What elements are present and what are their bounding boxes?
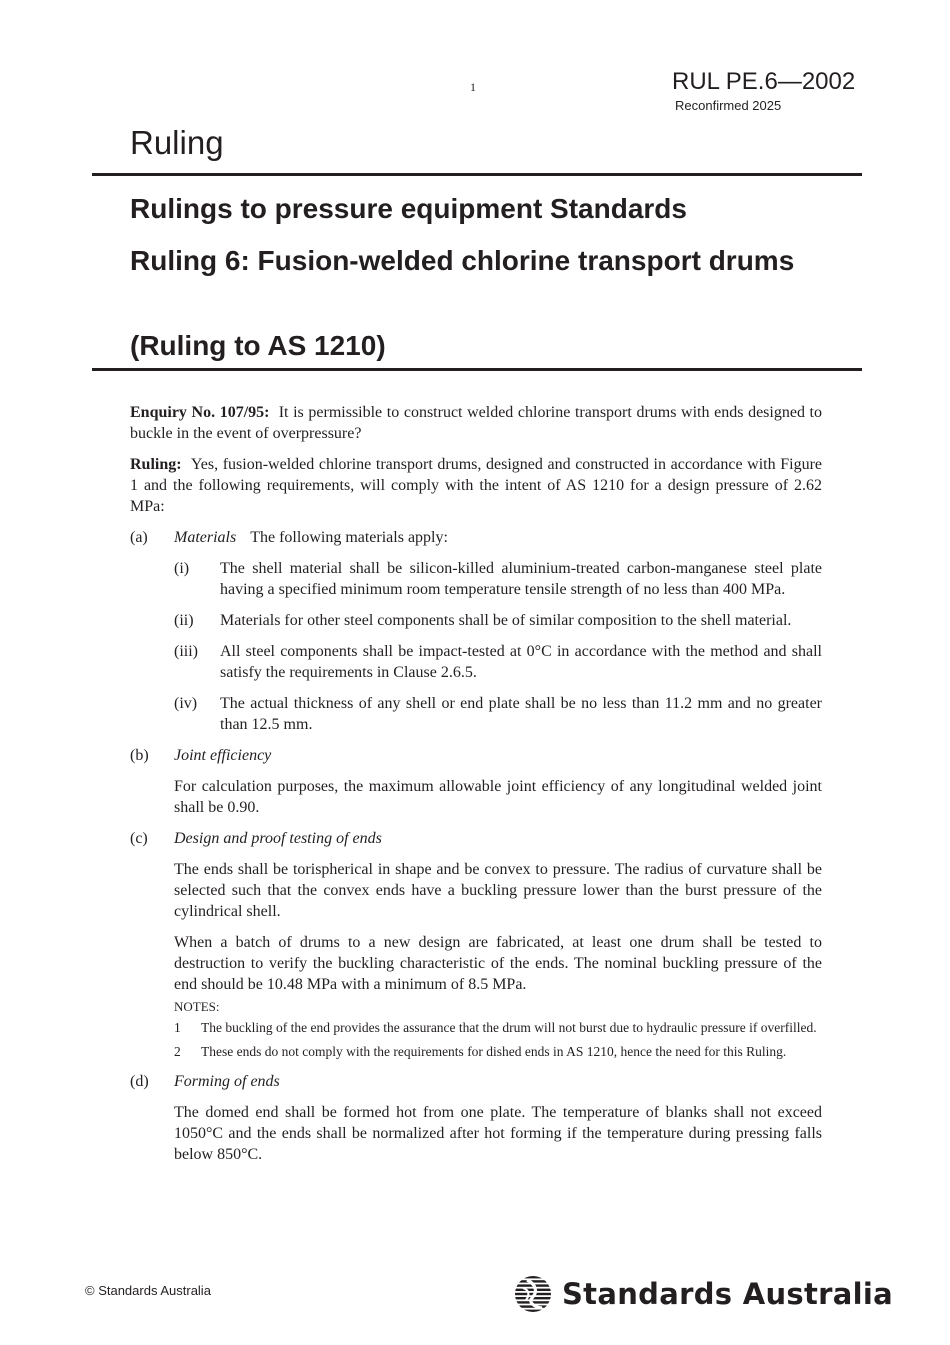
item-d-marker: (d) <box>130 1073 149 1090</box>
note-1-marker: 1 <box>174 1020 181 1035</box>
sub-iii-text: All steel components shall be impact-tested at 0°C in accordance with the method and shall satisfy the requirements in Clause 2.6.5. <box>220 643 822 681</box>
reconfirmed-note: Reconfirmed 2025 <box>675 98 782 113</box>
document-type-heading: Ruling <box>130 124 224 161</box>
item-d <box>130 1071 822 1092</box>
ruling-paragraph <box>130 454 822 517</box>
item-b-heading: Joint efficiency <box>174 747 272 764</box>
sub-ii-text: Materials for other steel components shall be of similar composition to the shell material. <box>220 612 792 629</box>
item-c <box>130 828 822 849</box>
sub-i-text: The shell material shall be silicon-killed aluminium-treated carbon-manganese steel plate having a specified minimum room temperature tensile strength of no less than 400 MPa. <box>220 560 822 598</box>
sub-iii-marker: (iii) <box>174 643 198 660</box>
bottom-divider <box>92 368 862 371</box>
item-a-heading: Materials <box>174 529 237 546</box>
item-c-para1: The ends shall be torispherical in shape and be convex to pressure. The radius of curvature shall be selected such that the convex ends have a buckling pressure lower than the burst pressure of the cylindrical shell. <box>174 861 822 920</box>
enquiry-text: It is permissible to construct welded chlorine transport drums with ends designed to buckle in the event of overpressure? <box>130 404 822 442</box>
item-a-marker: (a) <box>130 529 148 546</box>
note-1 <box>130 1018 822 1037</box>
page-number: 1 <box>470 80 476 94</box>
item-c-para2: When a batch of drums to a new design are fabricated, at least one drum shall be tested to destruction to verify the buckling characteristic of the ends. The nominal buckling pressure of the end should be 10.48 MPa with a minimum of 8.5 MPa. <box>174 934 822 993</box>
item-b-text: For calculation purposes, the maximum allowable joint efficiency of any longitudinal welded joint shall be 0.90. <box>174 778 822 816</box>
note-2-text: These ends do not comply with the requirements for dished ends in AS 1210, hence the need for this Ruling. <box>201 1044 787 1059</box>
footer-copyright: © Standards Australia <box>85 1283 211 1298</box>
enquiry-paragraph <box>130 402 822 444</box>
note-2-marker: 2 <box>174 1044 181 1059</box>
top-divider <box>92 173 862 176</box>
main-title: Rulings to pressure equipment Standards <box>130 193 687 224</box>
item-a <box>130 527 822 548</box>
ruling-title: Ruling 6: Fusion-welded chlorine transport drums <box>130 245 795 276</box>
sub-ii-marker: (ii) <box>174 612 194 629</box>
standards-australia-globe-icon <box>514 1274 552 1314</box>
standards-australia-logo <box>514 1272 893 1316</box>
logo-wordmark: Standards Australia <box>562 1277 893 1311</box>
ruling-scope: (Ruling to AS 1210) <box>130 330 386 361</box>
note-1-text: The buckling of the end provides the assurance that the drum will not burst due to hydraulic pressure if overfilled. <box>201 1020 817 1035</box>
note-2 <box>130 1042 822 1061</box>
item-c-marker: (c) <box>130 830 148 847</box>
sub-iv-marker: (iv) <box>174 695 198 712</box>
item-a-intro: The following materials apply: <box>250 529 448 546</box>
item-b-marker: (b) <box>130 747 149 764</box>
enquiry-label: Enquiry No. 107/95: <box>130 404 270 421</box>
notes-heading: NOTES: <box>174 999 220 1014</box>
item-a-sub-iii <box>130 641 822 683</box>
item-a-sub-iv <box>130 693 822 735</box>
document-code: RUL PE.6—2002 <box>672 68 856 95</box>
ruling-label: Ruling: <box>130 456 182 473</box>
sub-i-marker: (i) <box>174 560 190 577</box>
item-b <box>130 745 822 766</box>
item-c-heading: Design and proof testing of ends <box>174 830 382 847</box>
item-a-sub-i <box>130 558 822 600</box>
item-d-text: The domed end shall be formed hot from one plate. The temperature of blanks shall not exceed 1050°C and the ends shall be normalized after hot forming if the temperature during pressing falls below 850°C. <box>174 1104 822 1163</box>
item-d-heading: Forming of ends <box>174 1073 280 1090</box>
sub-iv-text: The actual thickness of any shell or end plate shall be no less than 11.2 mm and no greater than 12.5 mm. <box>220 695 822 733</box>
ruling-text: Yes, fusion-welded chlorine transport drums, designed and constructed in accordance with Figure 1 and the following requirements, will comply with the intent of AS 1210 for a design pressure of 2.62 MPa: <box>130 456 823 515</box>
item-a-sub-ii <box>130 610 822 631</box>
document-body <box>130 402 822 1165</box>
